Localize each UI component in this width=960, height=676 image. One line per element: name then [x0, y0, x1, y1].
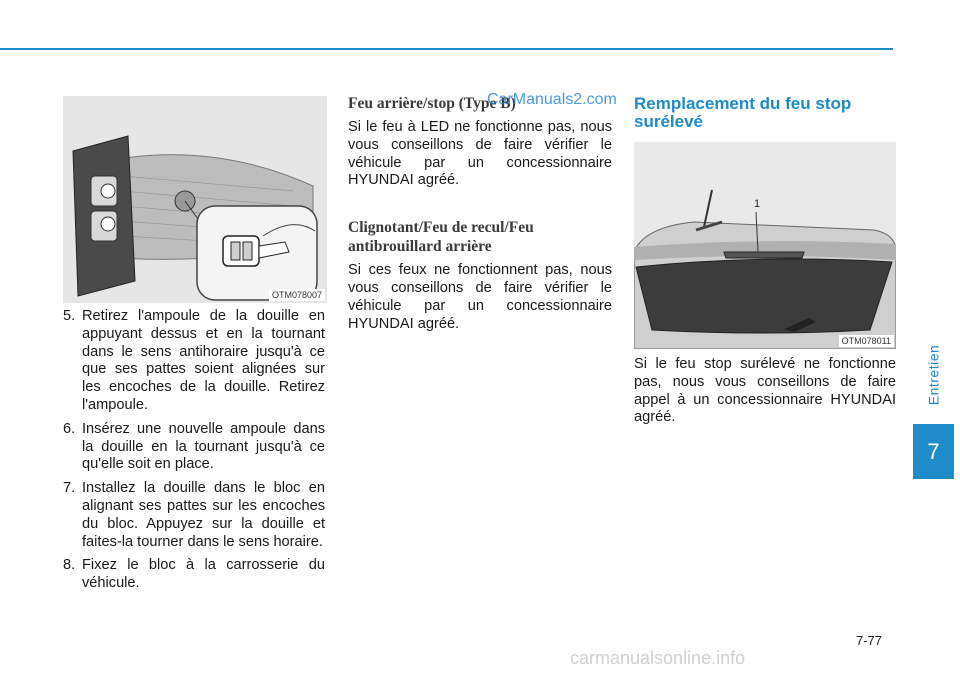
page-number: 7-77 [856, 633, 883, 648]
watermark: CarManuals2.com [487, 91, 617, 108]
callout-number: 1 [754, 198, 761, 210]
list-item: 5. Retirez l'ampoule de la douille en appuyant dessus et en la tournant dans le sens antihoraire jusqu'à ce que ses pattes soient alignées sur les encoches de la douille. Retirez l'ampoule. [63, 308, 325, 413]
figure-code-1: OTM078007 [269, 289, 325, 301]
high-mount-stop-figure [634, 142, 896, 349]
chapter-side-label: Entretien [925, 344, 942, 406]
list-item: 8. Fixez le bloc à la carrosserie du véhicule. [63, 557, 325, 592]
top-rule [0, 48, 893, 50]
rear-window-illustration [634, 142, 896, 349]
step-list [63, 308, 325, 593]
paragraph-high-mount: Si le feu stop surélevé ne fonctionne pas, nous vous conseillons de faire appel à un concessionnaire HYUNDAI agréé. [634, 356, 896, 426]
list-item: 6. Insérez une nouvelle ampoule dans la douille en la tournant jusqu'à ce qu'elle soit en place. [63, 420, 325, 473]
tail-lamp-illustration [63, 96, 327, 303]
paragraph-bulbs: Si ces feux ne fonctionnent pas, nous vous conseillons de faire vérifier le véhicule par un concessionnaire HYUNDAI agréé. [348, 262, 612, 332]
heading-high-mount-stop: Remplacement du feu stop surélevé [634, 94, 852, 131]
footer-watermark: carmanualsonline.info [570, 648, 746, 668]
paragraph-led: Si le feu à LED ne fonctionne pas, nous vous conseillons de faire vérifier le véhicule par un concessionnaire HYUNDAI agréé. [348, 119, 612, 189]
column-1 [63, 308, 325, 599]
tail-lamp-figure [63, 96, 327, 303]
heading-tail-stop-type-b: Feu arrière/stop (Type B) [348, 95, 516, 112]
column-2 [348, 94, 612, 333]
chapter-tab[interactable]: 7 [913, 424, 954, 479]
figure-code-2: OTM078011 [839, 335, 894, 347]
column-3 [634, 95, 896, 131]
list-item: 7. Installez la douille dans le bloc en alignant ses pattes sur les encoches du bloc. Appuyez sur la douille et faites-la tourner dans le sens horaire. [63, 480, 325, 550]
heading-turn-reverse-fog: Clignotant/Feu de recul/Feu antibrouillard arrière [348, 219, 534, 256]
